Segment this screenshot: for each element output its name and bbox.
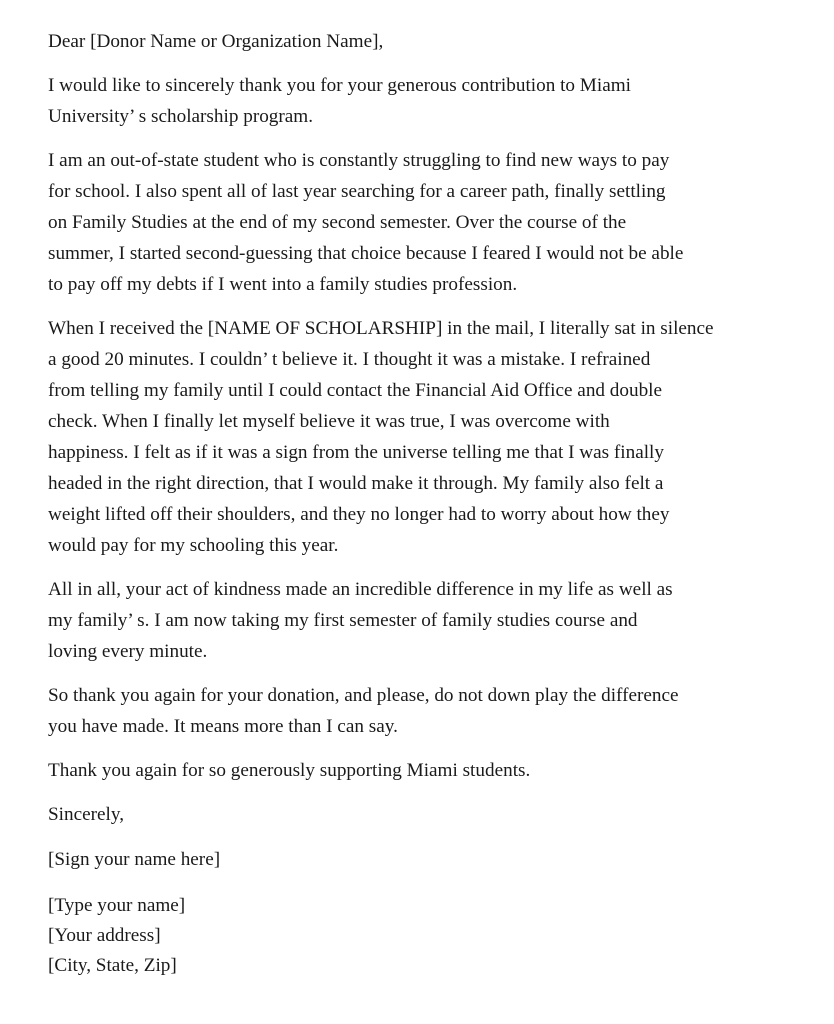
paragraph-line: on Family Studies at the end of my second semester. Over the course of the <box>48 212 627 233</box>
letter-document <box>48 26 798 981</box>
paragraph-line: to pay off my debts if I went into a family studies profession. <box>48 274 518 295</box>
paragraph-line: a good 20 minutes. I couldn’ t believe it. I thought it was a mistake. I refrained <box>48 349 651 370</box>
paragraph-impact <box>48 574 798 667</box>
paragraph-final-thanks <box>48 755 798 786</box>
paragraph-line: summer, I started second-guessing that choice because I feared I would not be able <box>48 243 684 264</box>
paragraph-line: I would like to sincerely thank you for your generous contribution to Miami <box>48 75 631 96</box>
paragraph-line: you have made. It means more than I can say. <box>48 716 398 737</box>
paragraph-line: loving every minute. <box>48 641 208 662</box>
paragraph-reaction <box>48 313 798 561</box>
paragraph-thanks <box>48 70 798 132</box>
signature-placeholder: [Sign your name here] <box>48 849 221 870</box>
paragraph-line: I am an out-of-state student who is constantly struggling to find new ways to pay <box>48 150 670 171</box>
sender-address-placeholder: [Your address] <box>48 925 161 946</box>
paragraph-line: headed in the right direction, that I would make it through. My family also felt a <box>48 473 664 494</box>
sender-name-placeholder: [Type your name] <box>48 895 186 916</box>
paragraph-line: Thank you again for so generously supporting Miami students. <box>48 760 531 781</box>
sender-address-block <box>48 891 798 981</box>
paragraph-background <box>48 145 798 300</box>
paragraph-line: my family’ s. I am now taking my first semester of family studies course and <box>48 610 638 631</box>
sender-city-state-zip-placeholder: [City, State, Zip] <box>48 955 177 976</box>
paragraph-line: All in all, your act of kindness made an incredible difference in my life as well as <box>48 579 673 600</box>
paragraph-line: happiness. I felt as if it was a sign from the universe telling me that I was finally <box>48 442 664 463</box>
paragraph-line: from telling my family until I could contact the Financial Aid Office and double <box>48 380 663 401</box>
salutation: Dear [Donor Name or Organization Name], <box>48 31 384 52</box>
paragraph-line: would pay for my schooling this year. <box>48 535 339 556</box>
paragraph-line: When I received the [NAME OF SCHOLARSHIP] in the mail, I literally sat in silence <box>48 318 714 339</box>
closing: Sincerely, <box>48 804 125 825</box>
paragraph-line: weight lifted off their shoulders, and they no longer had to worry about how they <box>48 504 670 525</box>
paragraph-line: for school. I also spent all of last year searching for a career path, finally settling <box>48 181 666 202</box>
paragraph-line: University’ s scholarship program. <box>48 106 314 127</box>
paragraph-line: check. When I finally let myself believe it was true, I was overcome with <box>48 411 610 432</box>
paragraph-gratitude <box>48 680 798 742</box>
paragraph-line: So thank you again for your donation, and please, do not down play the difference <box>48 685 679 706</box>
